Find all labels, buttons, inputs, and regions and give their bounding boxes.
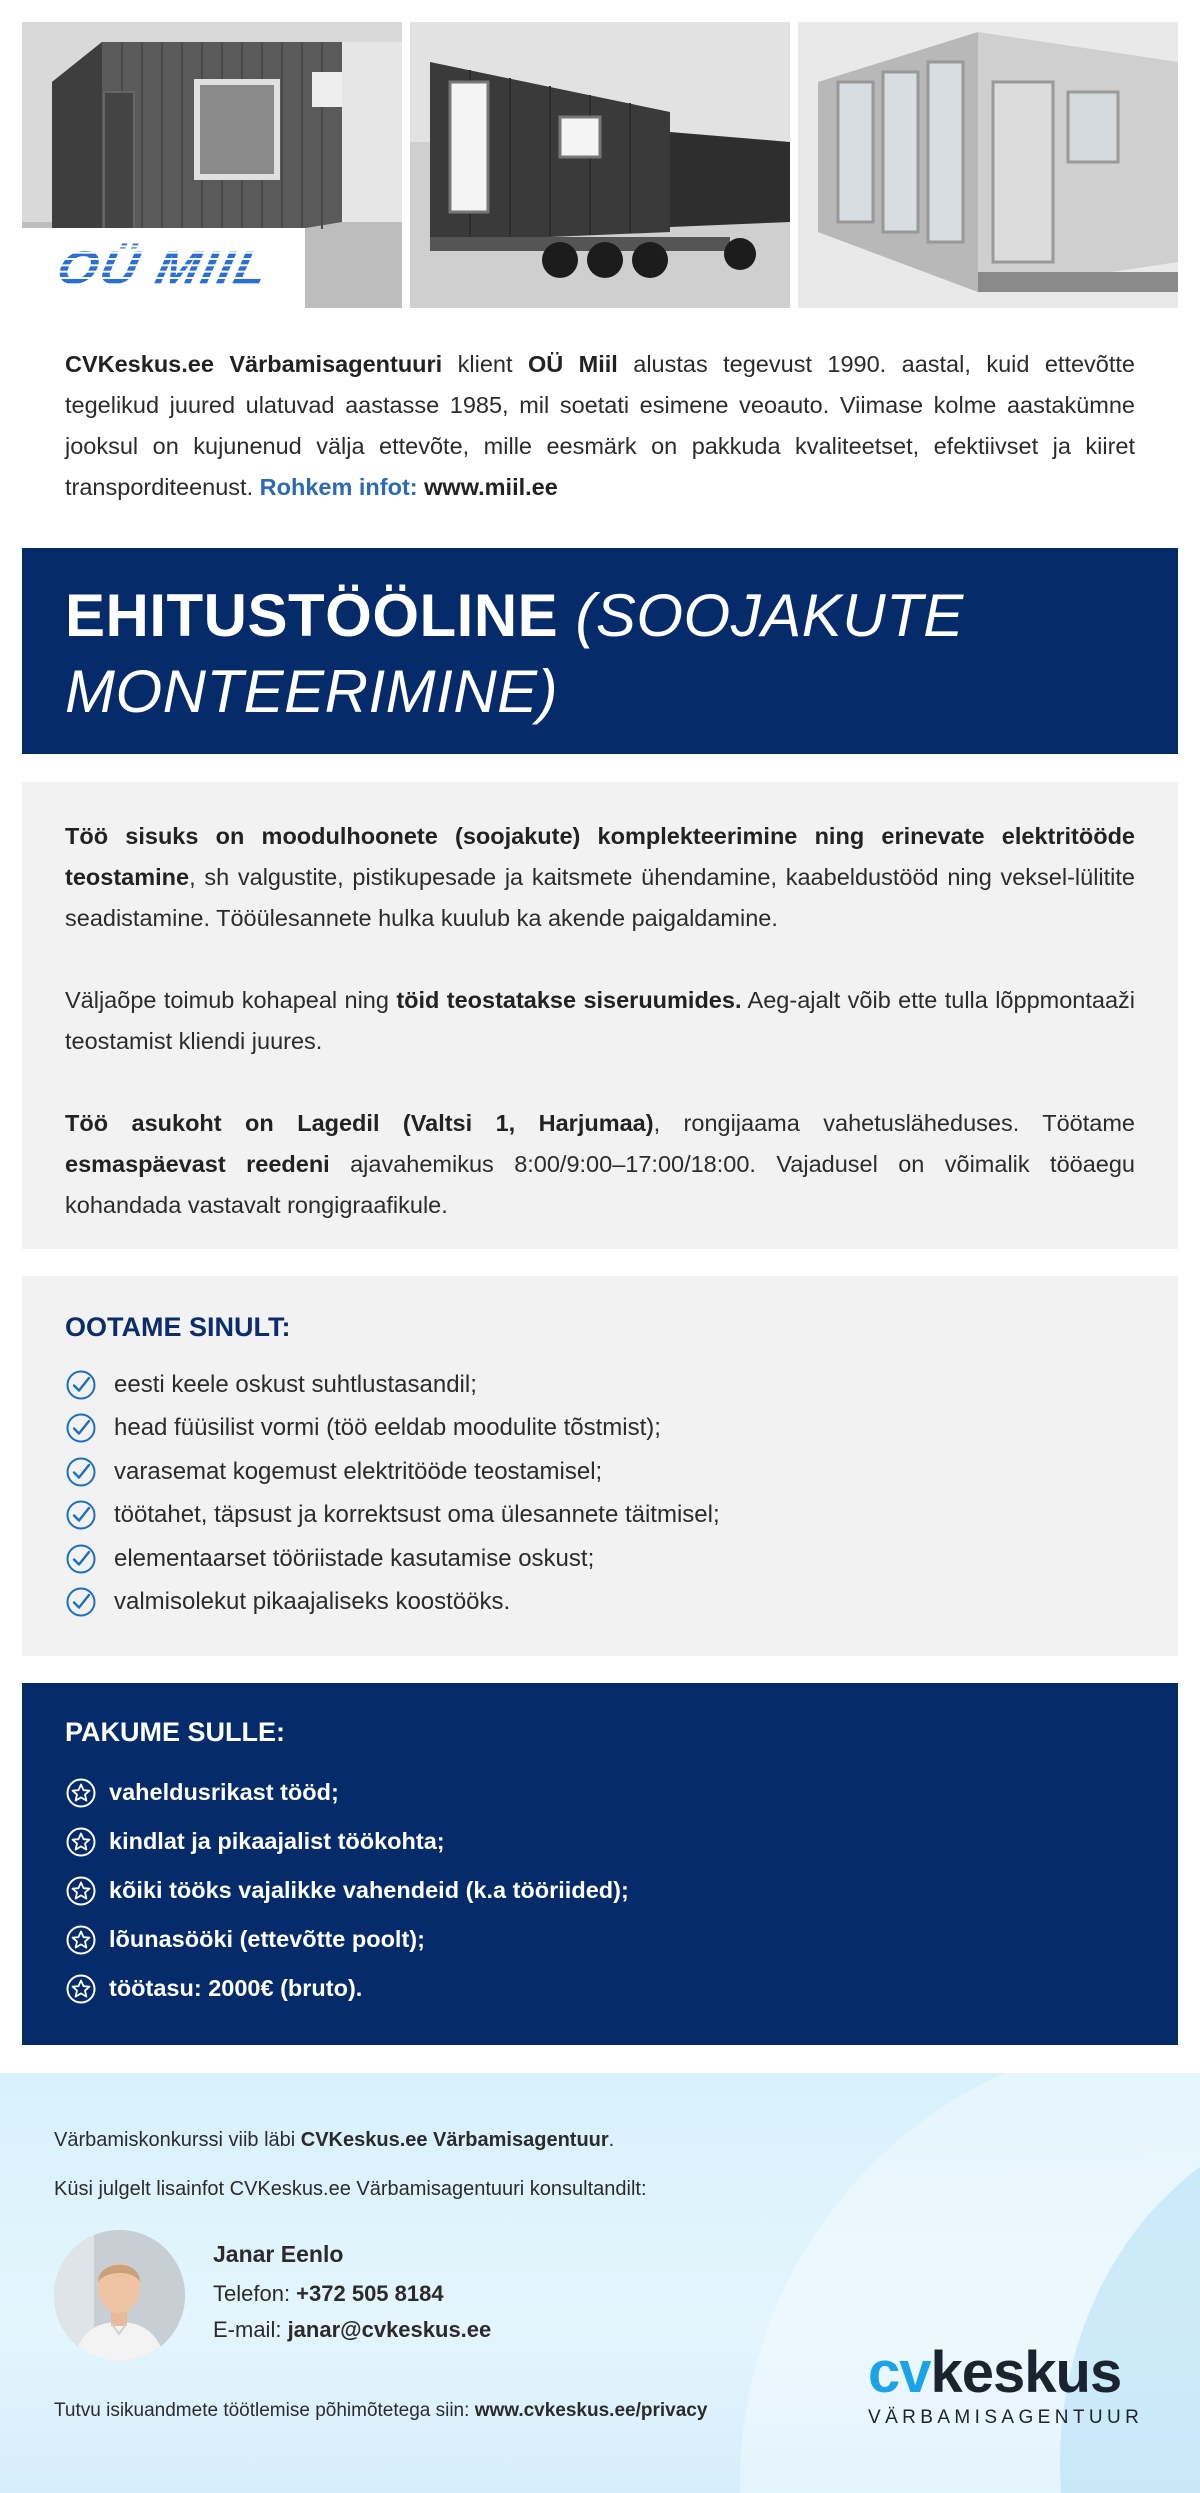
check-circle-icon	[65, 1369, 97, 1401]
list-item	[65, 1964, 1135, 2013]
list-item	[65, 1363, 1135, 1407]
description-p1-text: , sh valgustite, pistikupesade ja kaitsmete ühendamine, kaabeldustööd ning veksel-lülitite seadistamine. Tööülesannete hulka kuulub ka akende paigaldamine.	[65, 864, 1135, 931]
list-item	[65, 1494, 1135, 1538]
photo-modular-unit	[798, 22, 1178, 308]
privacy-link[interactable]: www.cvkeskus.ee/privacy	[474, 2400, 708, 2421]
ask-info-line: Küsi julgelt lisainfot CVKeskus.ee Värbamisagentuuri konsultandilt:	[54, 2178, 647, 2200]
cvkeskus-logo-tagline: VÄRBAMISAGENTUUR	[868, 2407, 1144, 2428]
footer	[0, 2073, 1200, 2493]
star-circle-icon	[65, 1924, 97, 1956]
star-circle-icon	[65, 1875, 97, 1907]
list-item	[65, 1407, 1135, 1451]
intro-text-1: klient	[442, 351, 528, 377]
description-p2-bold: töid teostatakse siseruumides.	[396, 987, 742, 1013]
conducted-by-text: Värbamiskonkurssi viib läbi	[54, 2129, 301, 2151]
offer-text: töötasu: 2000€ (bruto).	[109, 1975, 363, 2001]
agency-name: CVKeskus.ee Värbamisagentuuri	[65, 351, 443, 377]
cvkeskus-logo-cv: cv	[868, 2340, 931, 2405]
offer-list	[65, 1768, 1135, 2013]
check-circle-icon	[65, 1412, 97, 1444]
cvkeskus-logo-word	[868, 2340, 1143, 2405]
privacy-line	[54, 2400, 707, 2422]
more-info-label: Rohkem infot:	[259, 474, 418, 500]
contact-phone	[213, 2281, 444, 2307]
requirement-text: head füüsilist vormi (töö eeldab moodulite tõstmist);	[114, 1414, 661, 1442]
cvkeskus-logo	[868, 2340, 1144, 2429]
conducted-by-end: .	[608, 2129, 615, 2151]
offer-text: kindlat ja pikaajalist töökohta;	[109, 1828, 445, 1854]
email-label: E-mail:	[213, 2317, 288, 2342]
intro-paragraph	[65, 344, 1135, 508]
list-item	[65, 1581, 1135, 1625]
check-circle-icon	[65, 1456, 97, 1488]
description-p3-text-2: ajavahemikus 8:00/9:00–17:00/18:00. Vajadusel on võimalik tööaegu kohandada vastavalt rongigraafikule.	[65, 1151, 1135, 1218]
requirement-text: valmisolekut pikaajaliseks koostööks.	[114, 1588, 511, 1616]
job-title-band	[22, 548, 1178, 754]
offer-text: vaheldusrikast tööd;	[109, 1779, 339, 1805]
check-circle-icon	[65, 1586, 97, 1618]
requirements-list	[65, 1363, 1135, 1624]
cvkeskus-logo-keskus: keskus	[930, 2340, 1122, 2405]
company-logo	[22, 228, 305, 308]
offer-text: lõunasööki (ettevõtte poolt);	[109, 1926, 425, 1952]
star-circle-icon	[65, 1826, 97, 1858]
phone-link[interactable]: +372 505 8184	[296, 2281, 444, 2306]
list-item	[65, 1817, 1135, 1866]
requirements-title: OOTAME SINULT:	[65, 1312, 291, 1342]
description-p2-text-2: Aeg-ajalt võib ette tulla lõppmontaaži teostamist kliendi juures.	[65, 987, 1135, 1054]
offer-text: kõiki tööks vajalikke vahendeid (k.a tööriided);	[109, 1877, 629, 1903]
star-circle-icon	[65, 1973, 97, 2005]
photo-site-cabin	[22, 22, 402, 308]
requirement-text: eesti keele oskust suhtlustasandil;	[114, 1370, 477, 1398]
photo-truck-containers	[410, 22, 790, 308]
job-title	[65, 578, 1135, 730]
description-p3-bold-1: Töö asukoht on Lagedil (Valtsi 1, Harjumaa)	[65, 1110, 654, 1136]
conducted-by-agency: CVKeskus.ee Värbamisagentuur	[300, 2129, 609, 2151]
requirement-text: töötahet, täpsust ja korrektsust oma ülesannete täitmisel;	[114, 1501, 720, 1529]
client-name: OÜ Miil	[527, 351, 618, 377]
list-item	[65, 1537, 1135, 1581]
requirement-text: elementaarset tööriistade kasutamise oskust;	[114, 1544, 595, 1572]
requirements-section	[22, 1276, 1178, 1656]
description-paragraph-2	[65, 980, 1135, 1062]
photo-strip	[22, 22, 1178, 308]
phone-label: Telefon:	[213, 2281, 297, 2306]
website-link[interactable]: www.miil.ee	[417, 474, 558, 500]
list-item	[65, 1450, 1135, 1494]
description-p1-bold: Töö sisuks on moodulhoonete (soojakute) komplekteerimine ning erinevate elektritööde teostamine	[65, 823, 1135, 890]
list-item	[65, 1768, 1135, 1817]
description-p3-bold-2: esmaspäevast reedeni	[65, 1151, 330, 1177]
description-paragraph-3	[65, 1103, 1135, 1226]
privacy-text: Tutvu isikuandmete töötlemise põhimõtetega siin:	[54, 2400, 475, 2421]
job-title-main: EHITUSTÖÖLINE	[65, 582, 559, 649]
offer-section	[22, 1683, 1178, 2045]
check-circle-icon	[65, 1499, 97, 1531]
conducted-by-line	[54, 2129, 614, 2152]
description-paragraph-1	[65, 816, 1135, 939]
description-p3-text-1: , rongijaama vahetusläheduses. Töötame	[653, 1110, 1135, 1136]
offer-title: PAKUME SULLE:	[65, 1717, 285, 1747]
avatar	[54, 2230, 185, 2361]
requirement-text: varasemat kogemust elektritööde teostamisel;	[114, 1457, 603, 1485]
description-p2-text-1: Väljaõpe toimub kohapeal ning	[65, 987, 397, 1013]
intro-text-2: alustas tegevust 1990. aastal, kuid ettevõtte tegelikud juured ulatuvad aastasse 1985, mil soetati esimene veoauto. Viimase kolme aastakümne jooksul on kujunenud välja ettevõte, mille eesmärk on pakkuda kvaliteetset, efektiivset ja kiiret transporditeenust.	[65, 351, 1136, 500]
list-item	[65, 1866, 1135, 1915]
job-title-subtitle: (SOOJAKUTE MONTEERIMINE)	[65, 582, 964, 725]
email-link[interactable]: janar@cvkeskus.ee	[287, 2317, 492, 2342]
contact-name: Janar Eenlo	[213, 2241, 344, 2267]
company-logo-text: OÜ MIIL	[52, 241, 275, 295]
contact-email	[213, 2317, 491, 2343]
job-description	[22, 782, 1178, 1249]
star-circle-icon	[65, 1777, 97, 1809]
list-item	[65, 1915, 1135, 1964]
check-circle-icon	[65, 1543, 97, 1575]
